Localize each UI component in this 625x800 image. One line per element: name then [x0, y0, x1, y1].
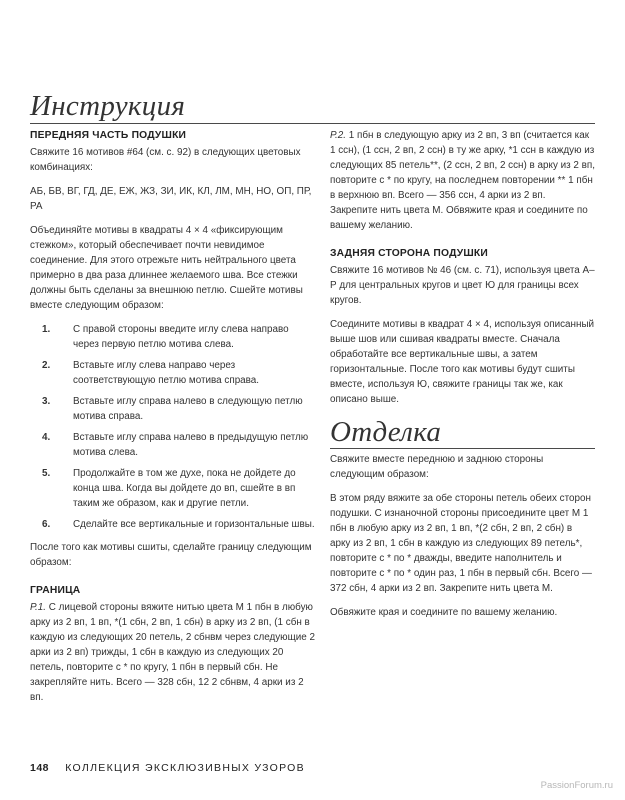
finishing-intro: Свяжите вместе переднюю и заднюю стороны следующим образом:: [330, 454, 544, 480]
step-text: Продолжайте в том же духе, пока не дойдете до конца шва. Когда вы дойдете до вп, сшейте в вп таким же образом, как и другие петли.: [73, 468, 296, 509]
border-row-1: [30, 600, 315, 705]
finishing-end: Обвяжите края и соедините по вашему желанию.: [330, 607, 558, 618]
page-title: Инструкция: [30, 90, 186, 122]
step-number: 4.: [42, 432, 51, 443]
step-text: Вставьте иглу слева направо через соответствующую петлю мотива справа.: [73, 360, 260, 386]
step-item: [30, 322, 315, 352]
page-number: 148: [30, 762, 50, 774]
after-joining: После того как мотивы сшиты, сделайте границу следующим образом:: [30, 542, 312, 568]
book-title: КОЛЛЕКЦИЯ ЭКСКЛЮЗИВНЫХ УЗОРОВ: [65, 762, 305, 774]
step-text: Сделайте все вертикальные и горизонтальные швы.: [73, 519, 315, 530]
step-text: Вставьте иглу справа налево в предыдущую петлю мотива слева.: [73, 432, 309, 458]
section-heading-back: ЗАДНЯЯ СТОРОНА ПОДУШКИ: [330, 248, 488, 259]
finishing-title: Отделка: [330, 416, 442, 448]
back-intro: Свяжите 16 мотивов № 46 (см. с. 71), используя цвета А–Р для центральных кругов и цвет Ю для границы всех кругов.: [330, 265, 595, 306]
joining-instructions: Объединяйте мотивы в квадраты 4 × 4 «фиксирующим стежком», который обеспечивает почти невидимое соединение. Для этого отрежьте нить нейтрального цвета примерно в два раза длиннее желаемого шва. Все стежки должны быть сделаны за внешнюю петлю. Сшейте мотивы вместе следующим образом:: [30, 225, 303, 311]
row-text: С лицевой стороны вяжите нитью цвета М 1 пбн в любую арку из 2 вп, 1 вп, *(1 сбн, 2 вп, 1 сбн) в арку из 2 вп, (1 сбн в каждую из следующих 20 петель, 2 сбнвм через следующие 2 арки из 2 вп) трижды, 1 сбн в каждую из следующих 20 петель, повторите с * по кругу, 1 пбн в первый сбн. Не закрепляйте нить. Всего — 328 сбн, 12 2 сбнвм, 4 арки из 2 вп.: [30, 602, 315, 703]
section-heading-border: ГРАНИЦА: [30, 585, 81, 596]
step-text: Вставьте иглу справа налево в следующую петлю мотива справа.: [73, 396, 303, 422]
finishing-rule: [330, 448, 595, 449]
step-number: 2.: [42, 360, 51, 371]
finishing-row: В этом ряду вяжите за обе стороны петель обеих сторон подушки. С изнаночной стороны присоедините цвет М 1 пбн в любую арку из 2 вп, 1 вп, *(2 сбн, 2 вп, 2 сбн) в арку из 2 вп, 1 сбн в каждую из следующих 89 петель*, повторите с * по * дважды, введите наполнитель и повторите с * по * один раз, 1 пбн в первый сбн. Всего — 372 сбн, 4 арки из 2 вп. Закрепите нить цвета М.: [330, 493, 592, 594]
row-label: Р.1.: [30, 602, 47, 613]
step-item: [30, 358, 315, 388]
title-rule: [30, 123, 595, 124]
steps-list: [30, 322, 315, 532]
section-heading-front: ПЕРЕДНЯЯ ЧАСТЬ ПОДУШКИ: [30, 130, 187, 141]
step-item: [30, 394, 315, 424]
page-footer: [30, 762, 305, 774]
left-column: [30, 128, 315, 714]
color-combinations: АБ, БВ, ВГ, ГД, ДЕ, ЕЖ, ЖЗ, ЗИ, ИК, КЛ, ЛМ, МН, НО, ОП, ПР, РА: [30, 186, 312, 212]
step-item: [30, 430, 315, 460]
row-text: 1 пбн в следующую арку из 2 вп, 3 вп (считается как 1 ссн), (1 ссн, 2 вп, 2 ссн) в ту же арку, *1 ссн в каждую из следующих 85 петель**, (2 ссн, 2 вп, 2 ссн) в арку из 2 вп, повторите с * по кругу, на последнем повторении ** 1 пбн в верхнюю вп. Всего — 356 ссн, 4 арки из 2 вп. Закрепите нить цвета М. Обвяжите края и соедините по вашему желанию.: [330, 130, 595, 231]
right-column: [330, 128, 595, 416]
step-item: [30, 517, 315, 532]
step-number: 6.: [42, 519, 51, 530]
finishing-column: [330, 452, 595, 629]
step-number: 3.: [42, 396, 51, 407]
watermark: PassionForum.ru: [540, 780, 613, 791]
step-text: С правой стороны введите иглу слева направо через первую петлю мотива слева.: [73, 324, 289, 350]
front-intro: Свяжите 16 мотивов #64 (см. с. 92) в следующих цветовых комбинациях:: [30, 147, 301, 173]
step-number: 1.: [42, 324, 51, 335]
row-label: Р.2.: [330, 130, 347, 141]
border-row-2: [330, 128, 595, 233]
step-item: [30, 466, 315, 511]
back-joining: Соедините мотивы в квадрат 4 × 4, используя описанный выше шов или сшивая квадраты вместе. Сначала обработайте все вертикальные швы, а затем горизонтальные. После того как мотивы будут сшиты вместе, используя Ю, свяжите границы так же, как описано выше.: [330, 319, 595, 405]
step-number: 5.: [42, 468, 51, 479]
